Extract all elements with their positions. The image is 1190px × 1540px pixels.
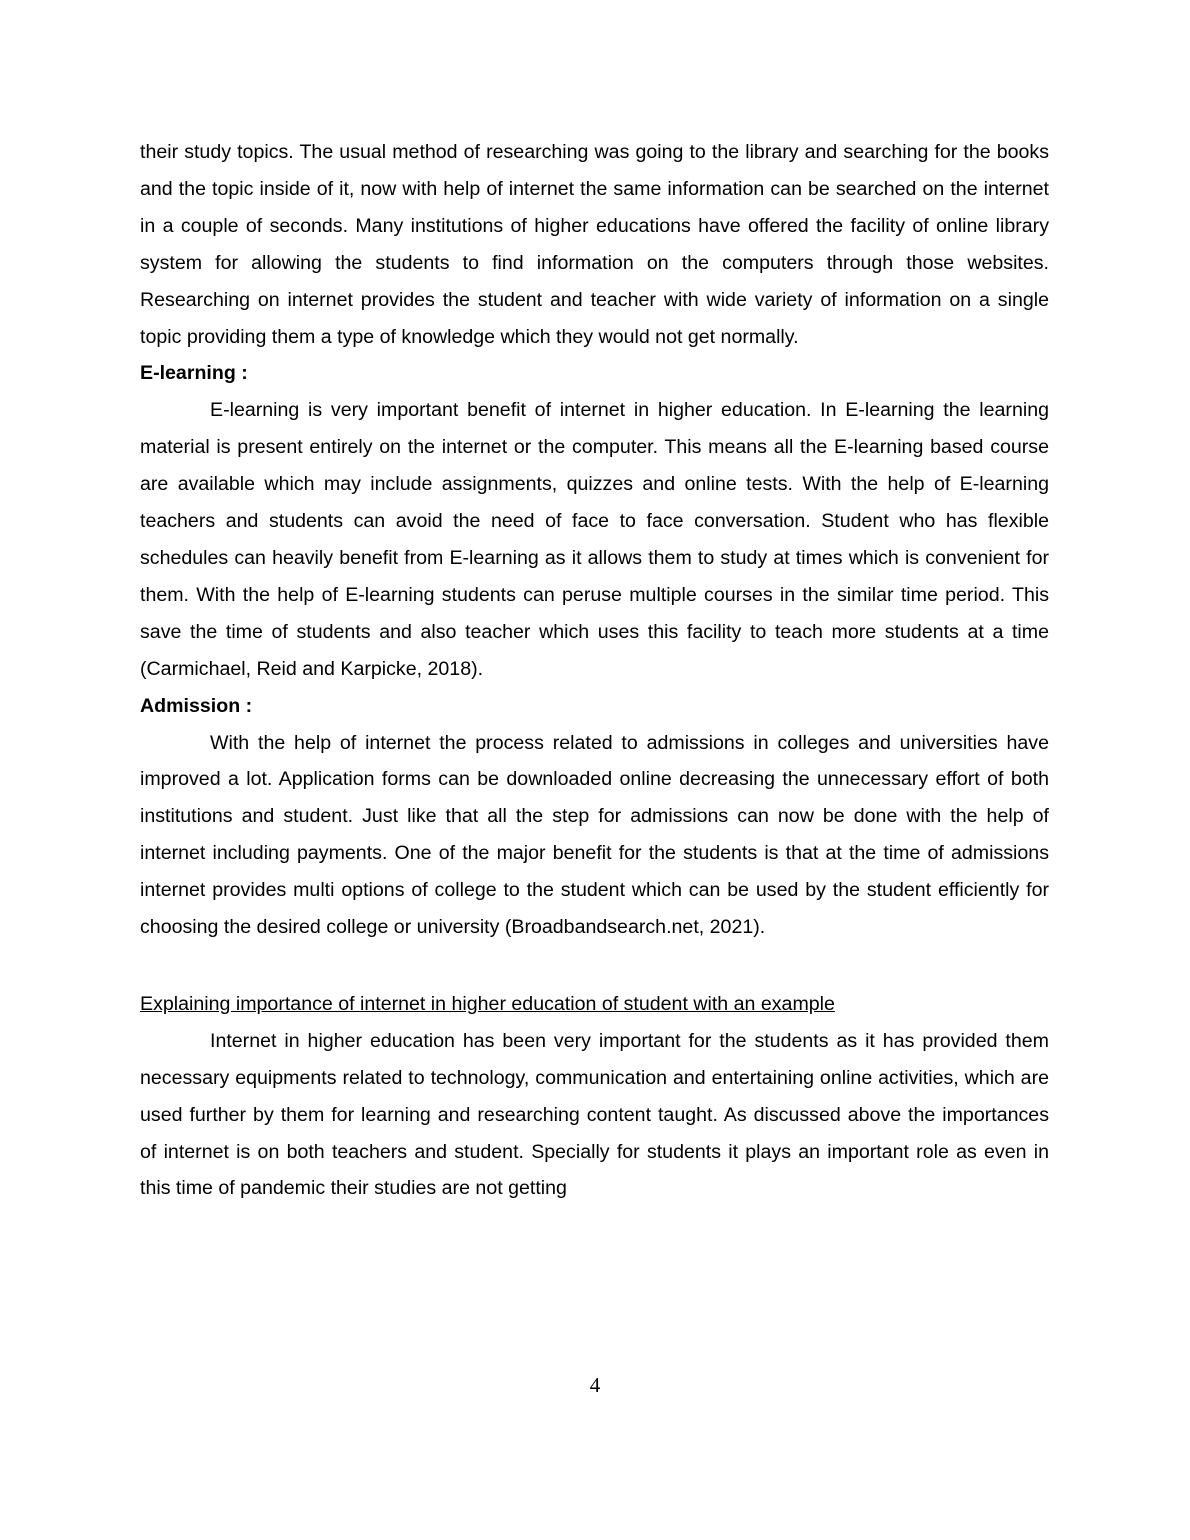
elearning-heading: E-learning :: [140, 362, 248, 385]
admission-heading: Admission :: [140, 694, 253, 717]
intro-paragraph: their study topics. The usual method of researching was going to the library and searching for the books and the topic inside of it, now with help of internet the same information can be searched on the internet in a couple of seconds. Many institutions of higher educations have offered the facility of online library system for allowing the students to find information on the computers through those websites. Researching on internet provides the student and teacher with wide variety of information on a single topic providing them a type of knowledge which they would not get normally.: [140, 141, 1049, 348]
page-number: 4: [589, 1373, 601, 1397]
elearning-paragraph: E-learning is very important benefit of internet in higher education. In E-learning the learning material is present entirely on the internet or the computer. This means all the E-learning based course are available which may include assignments, quizzes and online tests. With the help of E-learning teachers and students can avoid the need of face to face conversation. Student who has flexible schedules can heavily benefit from E-learning as it allows them to study at times which is convenient for them. With the help of E-learning students can peruse multiple courses in the similar time period. This save the time of students and also teacher which uses this facility to teach more students at a time (Carmichael, Reid and Karpicke, 2018).: [140, 399, 1049, 680]
importance-paragraph: Internet in higher education has been very important for the students as it has provided them necessary equipments related to technology, communication and entertaining online activities, which are used further by them for learning and researching content taught. As discussed above the importances of internet is on both teachers and student. Specially for students it plays an important role as even in this time of pandemic their studies are not getting: [140, 1029, 1049, 1200]
page-content: [140, 134, 1049, 1207]
section-spacer: [140, 946, 1049, 986]
admission-paragraph: With the help of internet the process related to admissions in colleges and universities have improved a lot. Application forms can be downloaded online decreasing the unnecessary effort of both institutions and student. Just like that all the step for admissions can now be done with the help of internet including payments. One of the major benefit for the students is that at the time of admissions internet provides multi options of college to the student which can be used by the student efficiently for choosing the desired college or university (Broadbandsearch.net, 2021).: [140, 731, 1049, 939]
importance-section-title: Explaining importance of internet in higher education of student with an example: [140, 992, 835, 1015]
